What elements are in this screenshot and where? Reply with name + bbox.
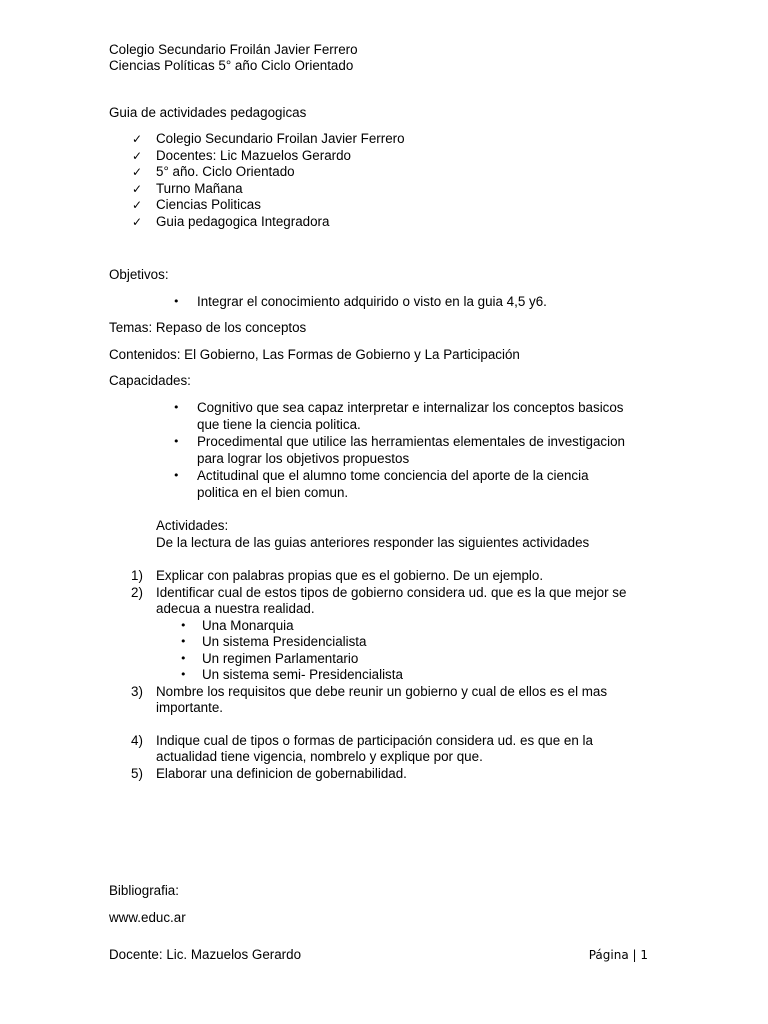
check-list-item	[109, 214, 405, 231]
capacidad-line: politica en el bien comun.	[197, 484, 349, 500]
activity-item	[109, 684, 626, 717]
bullet-icon: •	[180, 635, 187, 648]
bibliografia-label: Bibliografia:	[109, 883, 179, 898]
check-item-text: Turno Mañana	[156, 180, 243, 196]
activity-item	[109, 585, 626, 684]
header-school-name: Colegio Secundario Froilán Javier Ferrero	[109, 42, 358, 57]
capacidad-item	[109, 468, 625, 501]
capacidad-item	[109, 400, 625, 433]
activity-line: adecua a nuestra realidad.	[156, 601, 315, 616]
bullet-icon: •	[173, 295, 180, 308]
check-list-item	[109, 164, 405, 181]
bullet-icon: •	[173, 469, 180, 482]
objetivo-item	[109, 294, 547, 311]
check-list-item	[109, 131, 405, 148]
contenidos-line: Contenidos: El Gobierno, Las Formas de Gobierno y La Participación	[109, 347, 520, 362]
header-subject: Ciencias Políticas 5° año Ciclo Orientado	[109, 58, 354, 73]
check-item-text: 5° año. Ciclo Orientado	[156, 164, 295, 179]
capacidad-line: para lograr los objetivos propuestos	[197, 450, 410, 466]
activity-sub-item	[156, 618, 626, 635]
activity-sub-text: Una Monarquia	[202, 617, 294, 633]
bibliografia-link[interactable]: www.educ.ar	[109, 910, 186, 925]
capacidades-label: Capacidades:	[109, 373, 191, 388]
activity-line: actualidad tiene vigencia, nombrelo y explique por que.	[156, 749, 483, 764]
bullet-icon: •	[180, 651, 187, 665]
activity-item	[109, 733, 626, 766]
objetivo-text: Integrar el conocimiento adquirido o visto en la guia 4,5 y6.	[197, 294, 547, 309]
activity-item	[109, 766, 626, 783]
activity-sub-text: Un regimen Parlamentario	[202, 650, 359, 666]
capacidad-line: Actitudinal que el alumno tome conciencia del aporte de la ciencia	[197, 468, 589, 483]
activity-item	[109, 568, 626, 585]
activity-sub-item	[156, 634, 626, 651]
check-icon: ✓	[132, 165, 143, 179]
check-icon: ✓	[132, 198, 143, 212]
footer-docente: Docente: Lic. Mazuelos Gerardo	[109, 947, 302, 962]
temas-line: Temas: Repaso de los conceptos	[109, 320, 307, 335]
bullet-icon: •	[180, 618, 187, 632]
activity-line: Elaborar una definicion de gobernabilidad.	[156, 765, 407, 781]
bullet-icon: •	[173, 401, 180, 414]
activity-sub-item	[156, 651, 626, 668]
activity-number: 3)	[131, 683, 143, 699]
capacidad-line: Cognitivo que sea capaz interpretar e internalizar los conceptos basicos	[197, 400, 624, 415]
activity-number: 5)	[131, 765, 143, 781]
objetivos-list	[109, 294, 547, 311]
capacidad-line: Procedimental que utilice las herramientas elementales de investigacion	[197, 434, 625, 449]
capacidad-line: que tiene la ciencia politica.	[197, 416, 361, 432]
activity-number: 4)	[131, 732, 143, 748]
check-icon: ✓	[132, 132, 143, 146]
activity-number: 1)	[131, 568, 143, 583]
activity-line: importante.	[156, 700, 223, 715]
actividades-label: Actividades:	[156, 518, 229, 533]
check-item-text: Docentes: Lic Mazuelos Gerardo	[156, 147, 352, 163]
activity-number: 2)	[131, 584, 143, 600]
check-item-text: Colegio Secundario Froilan Javier Ferrero	[156, 131, 405, 146]
check-list-item	[109, 148, 405, 165]
activity-sub-text: Un sistema Presidencialista	[202, 634, 367, 649]
capacidad-item	[109, 434, 625, 467]
actividades-intro: De la lectura de las guias anteriores responder las siguientes actividades	[156, 535, 590, 550]
check-icon: ✓	[132, 181, 143, 196]
check-list-item	[109, 181, 405, 198]
spacer	[109, 717, 626, 733]
check-icon: ✓	[132, 214, 143, 229]
guide-title: Guia de actividades pedagogicas	[109, 105, 307, 120]
bullet-icon: •	[173, 435, 180, 448]
activity-sub-item	[156, 667, 626, 684]
check-item-text: Guia pedagogica Integradora	[156, 213, 330, 229]
activities-list	[109, 568, 626, 782]
capacidades-list	[109, 400, 625, 502]
activity-line: Explicar con palabras propias que es el gobierno. De un ejemplo.	[156, 568, 544, 583]
check-icon: ✓	[132, 148, 143, 163]
check-list	[109, 131, 405, 230]
activity-line: Nombre los requisitos que debe reunir un gobierno y cual de ellos es el mas	[156, 683, 608, 699]
check-list-item	[109, 197, 405, 214]
activity-line: Identificar cual de estos tipos de gobierno considera ud. que es la que mejor se	[156, 584, 627, 600]
bullet-icon: •	[180, 668, 187, 681]
footer-page-number: Página | 1	[588, 948, 648, 962]
activity-sub-list	[156, 618, 626, 684]
activity-sub-text: Un sistema semi- Presidencialista	[202, 667, 403, 682]
objetivos-label: Objetivos:	[109, 267, 169, 282]
check-item-text: Ciencias Politicas	[156, 197, 261, 212]
activity-line: Indique cual de tipos o formas de participación considera ud. es que en la	[156, 732, 593, 748]
